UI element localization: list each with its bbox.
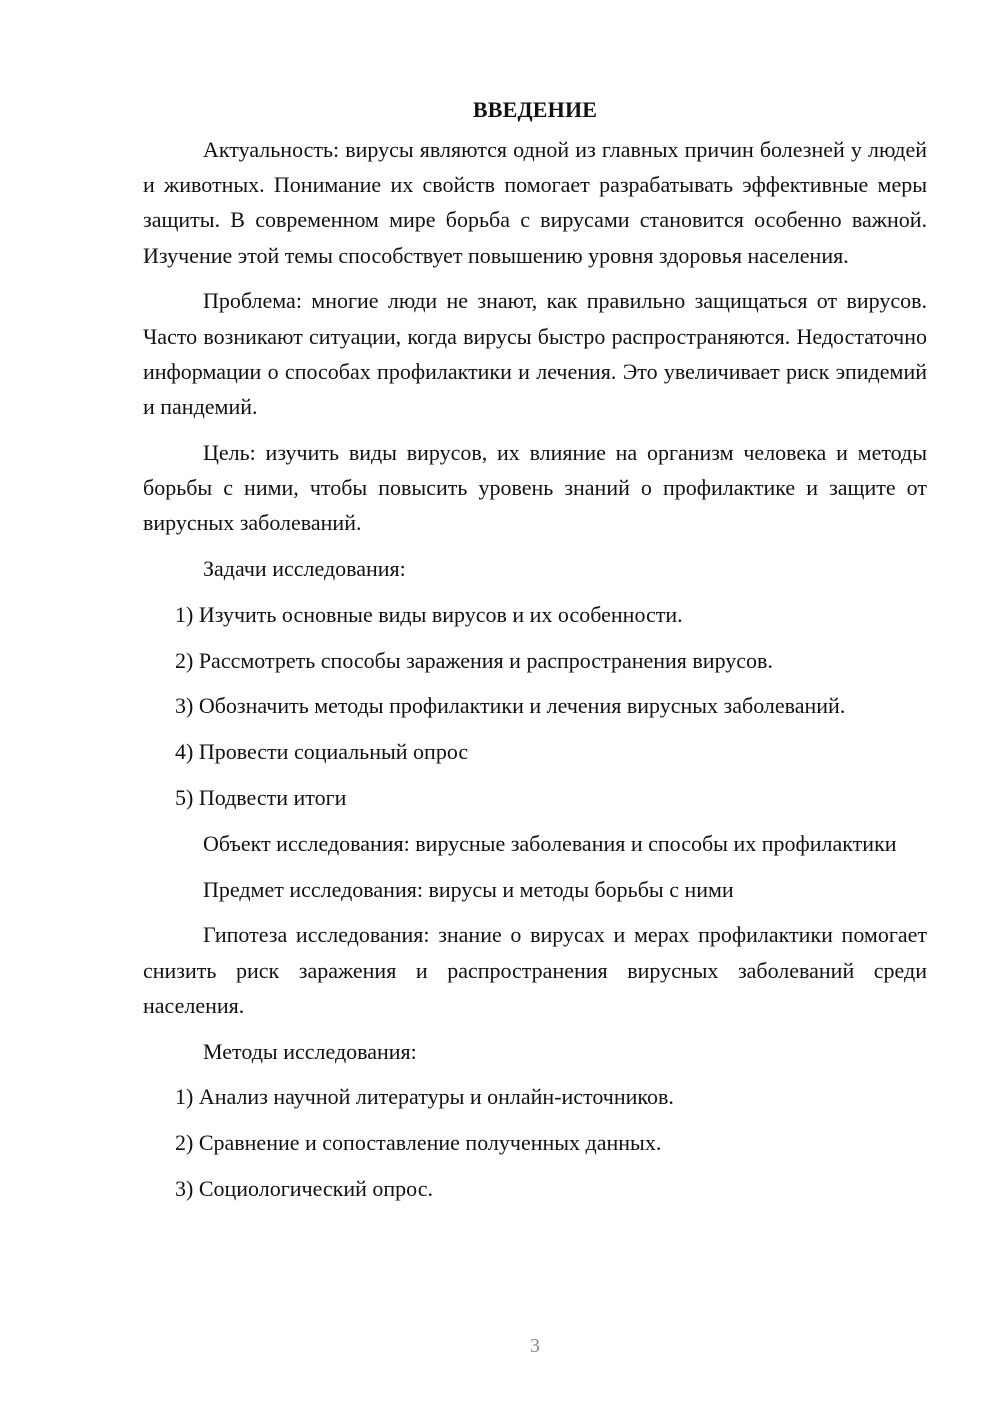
page-content <box>143 92 927 1217</box>
page-number: 3 <box>530 1335 540 1357</box>
subject-paragraph: Предмет исследования: вирусы и методы борьбы с ними <box>203 876 734 902</box>
relevance-paragraph: Актуальность: вирусы являются одной из главных причин болезней у людей и животных. Понимание их свойств помогает разрабатывать эффективные меры защиты. В современном мире борьба с вирусами становится особенно важной. Изучение этой темы способствует повышению уровня здоровья населения. <box>143 137 927 268</box>
method-item-3: 3) Социологический опрос. <box>175 1175 433 1201</box>
task-item-1: 1) Изучить основные виды вирусов и их особенности. <box>175 601 683 627</box>
task-item-3: 3) Обозначить методы профилактики и лечения вирусных заболеваний. <box>175 693 846 719</box>
task-item-2: 2) Рассмотреть способы заражения и распространения вирусов. <box>175 647 773 673</box>
methods-heading: Методы исследования: <box>203 1038 417 1064</box>
page-title: ВВЕДЕНИЕ <box>472 97 598 122</box>
object-paragraph: Объект исследования: вирусные заболевания и способы их профилактики <box>203 830 897 856</box>
method-item-2: 2) Сравнение и сопоставление полученных данных. <box>175 1130 662 1156</box>
task-item-4: 4) Провести социальный опрос <box>175 739 469 765</box>
hypothesis-paragraph: Гипотеза исследования: знание о вирусах и мерах профилактики помогает снизить риск заражения и распространения вирусных заболеваний среди населения. <box>143 922 927 1018</box>
method-item-1: 1) Анализ научной литературы и онлайн-источников. <box>175 1084 674 1110</box>
task-item-5: 5) Подвести итоги <box>175 785 347 810</box>
tasks-heading: Задачи исследования: <box>203 556 406 582</box>
problem-paragraph: Проблема: многие люди не знают, как правильно защищаться от вирусов. Часто возникают ситуации, когда вирусы быстро распространяются. Недостаточно информации о способах профилактики и лечения. Это увеличивает риск эпидемий и пандемий. <box>143 288 927 420</box>
goal-paragraph: Цель: изучить виды вирусов, их влияние на организм человека и методы борьбы с ними, чтобы повысить уровень знаний о профилактике и защите от вирусных заболеваний. <box>143 439 927 536</box>
